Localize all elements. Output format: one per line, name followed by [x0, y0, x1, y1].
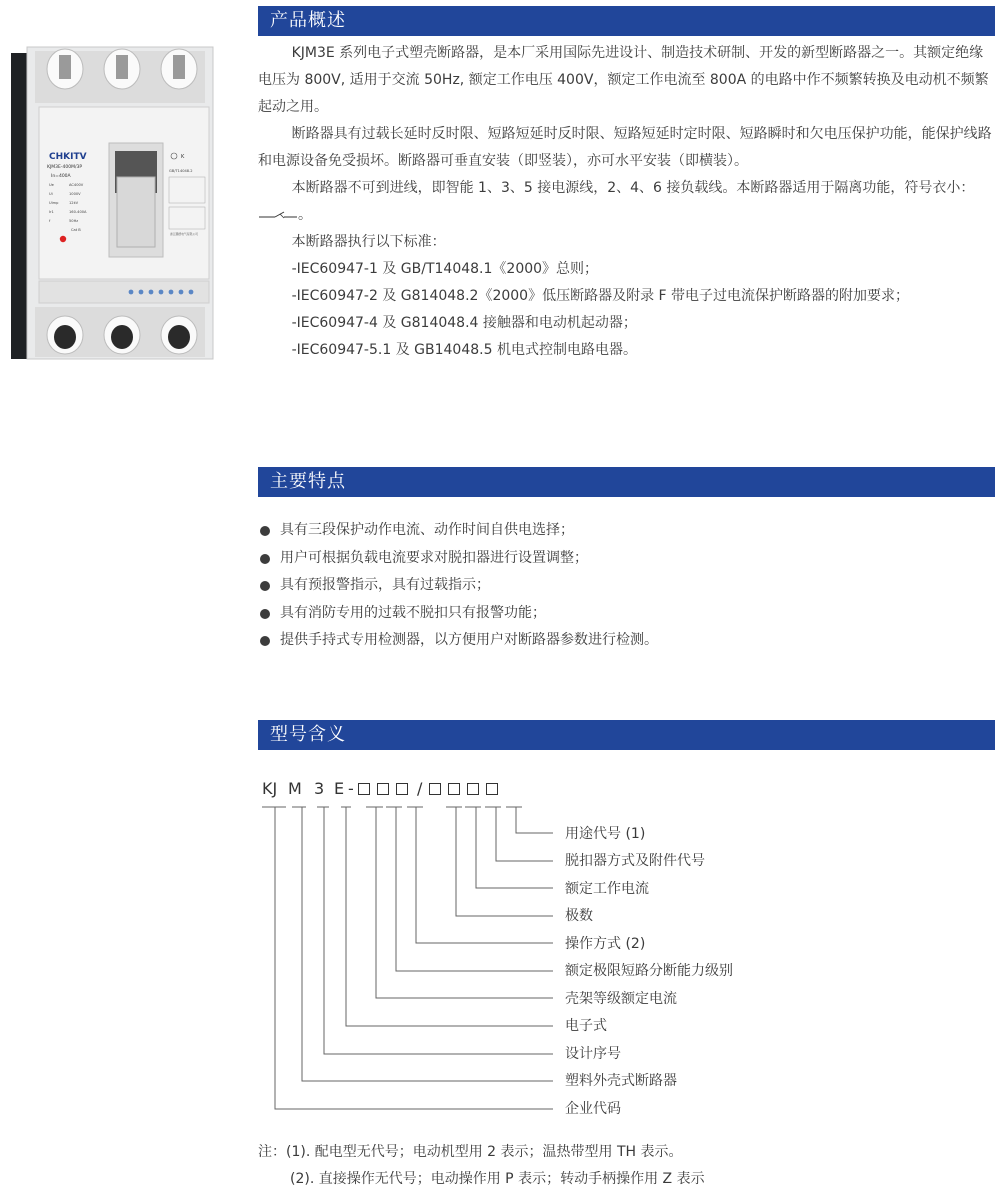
- product-model: KJM3E-400M/3P: [47, 165, 83, 170]
- cat-label: Cat B: [71, 228, 81, 232]
- model-code-slash: /: [417, 779, 423, 798]
- product-rating: In=400A: [51, 174, 71, 179]
- feature-text: 具有消防专用的过载不脱扣只有报警功能；: [280, 604, 546, 621]
- spec-value: 1000V: [69, 192, 81, 196]
- legend-label: 企业代码: [565, 1101, 621, 1117]
- legend-label: 电子式: [565, 1018, 607, 1034]
- legend-label: 塑料外壳式断路器: [565, 1073, 677, 1089]
- legend-label: 操作方式 (2): [565, 936, 646, 952]
- legend-label: 设计序号: [565, 1046, 621, 1062]
- legend-label: 额定工作电流: [565, 881, 649, 897]
- feature-text: 具有三段保护动作电流、动作时间自供电选择；: [280, 522, 574, 538]
- overview-paragraph: KJM3E 系列电子式塑壳断路器，是本厂采用国际先进设计、制造技术研制、开发的新型断路器之一。其额定绝缘电压为 800V, 适用于交流 50Hz, 额定工作电压 400V，额定工作电流至 800A 的电路中作不频繁转换及电动机不频繁起动之用。: [258, 45, 989, 115]
- spec-key: Ir1: [49, 210, 54, 214]
- note-line: 注：(1). 配电型无代号；电动机型用 2 表示；温热带型用 TH 表示。: [258, 1144, 683, 1160]
- feature-text: 用户可根据负载电流要求对脱扣器进行设置调整；: [280, 549, 588, 566]
- legend-label: 壳架等级额定电流: [565, 991, 677, 1007]
- standard-item: -IEC60947-1 及 GB/T14048.1《2000》总则；: [291, 261, 599, 277]
- note-line: (2). 直接操作无代号；电动操作用 P 表示；转动手柄操作用 Z 表示: [290, 1171, 705, 1187]
- section-header-features: 主要特点: [258, 467, 995, 497]
- standards-intro: 本断路器执行以下标准：: [291, 234, 446, 250]
- legend-label: 额定极限短路分断能力级别: [565, 963, 733, 979]
- spec-key: Ue: [49, 183, 54, 187]
- standard-item: -IEC60947-5.1 及 GB14048.5 机电式控制电路电器。: [291, 342, 637, 358]
- model-code-part: M: [288, 779, 302, 798]
- section-header-overview: 产品概述: [258, 6, 995, 36]
- spec-key: Uimp: [49, 201, 59, 205]
- legend-label: 用途代号 (1): [565, 826, 646, 842]
- product-brand: CHKITV: [49, 152, 87, 162]
- svg-text:K: K: [181, 154, 185, 160]
- standard-item: -IEC60947-4 及 G814048.4 接触器和电动机起动器；: [291, 315, 637, 331]
- section-header-model: 型号含义: [258, 720, 995, 750]
- overview-paragraph: 断路器具有过载长延时反时限、短路短延时反时限、短路短延时定时限、短路瞬时和欠电压保护功能，能保护线路和电源设备免受损坏。断路器可垂直安装（即竖装），亦可水平安装（即横装）。: [258, 126, 992, 169]
- spec-value: AC400V: [69, 183, 84, 187]
- model-code-part: E: [334, 779, 345, 798]
- spec-key: f: [49, 219, 51, 223]
- spec-key: Ui: [49, 192, 53, 196]
- overview-paragraph-end: 。: [298, 207, 312, 223]
- feature-text: 提供手持式专用检测器，以方便用户对断路器参数进行检测。: [280, 632, 658, 648]
- legend-label: 脱扣器方式及附件代号: [565, 853, 705, 869]
- legend-label: 极数: [565, 908, 593, 924]
- spec-value: 160-400A: [69, 210, 87, 214]
- standard-item: -IEC60947-2 及 G814048.2《2000》低压断路器及附录 F 带电子过电流保护断路器的附加要求；: [291, 288, 910, 304]
- model-code-dash: -: [348, 779, 354, 798]
- model-code-part: KJ: [262, 779, 278, 798]
- spec-value: 12kV: [69, 201, 79, 205]
- model-code-part: 3: [314, 779, 325, 798]
- overview-paragraph-text: 本断路器不可到进线，即智能 1、3、5 接电源线，2、4、6 接负载线。本断路器适用于隔离功能，符号衣小：: [291, 180, 975, 196]
- product-maker: 浙江鹏德电气有限公司: [170, 232, 198, 236]
- product-standard: GB/T14048.2: [169, 169, 193, 173]
- spec-value: 50Hz: [69, 219, 79, 223]
- feature-text: 具有预报警指示，具有过载指示；: [280, 577, 490, 593]
